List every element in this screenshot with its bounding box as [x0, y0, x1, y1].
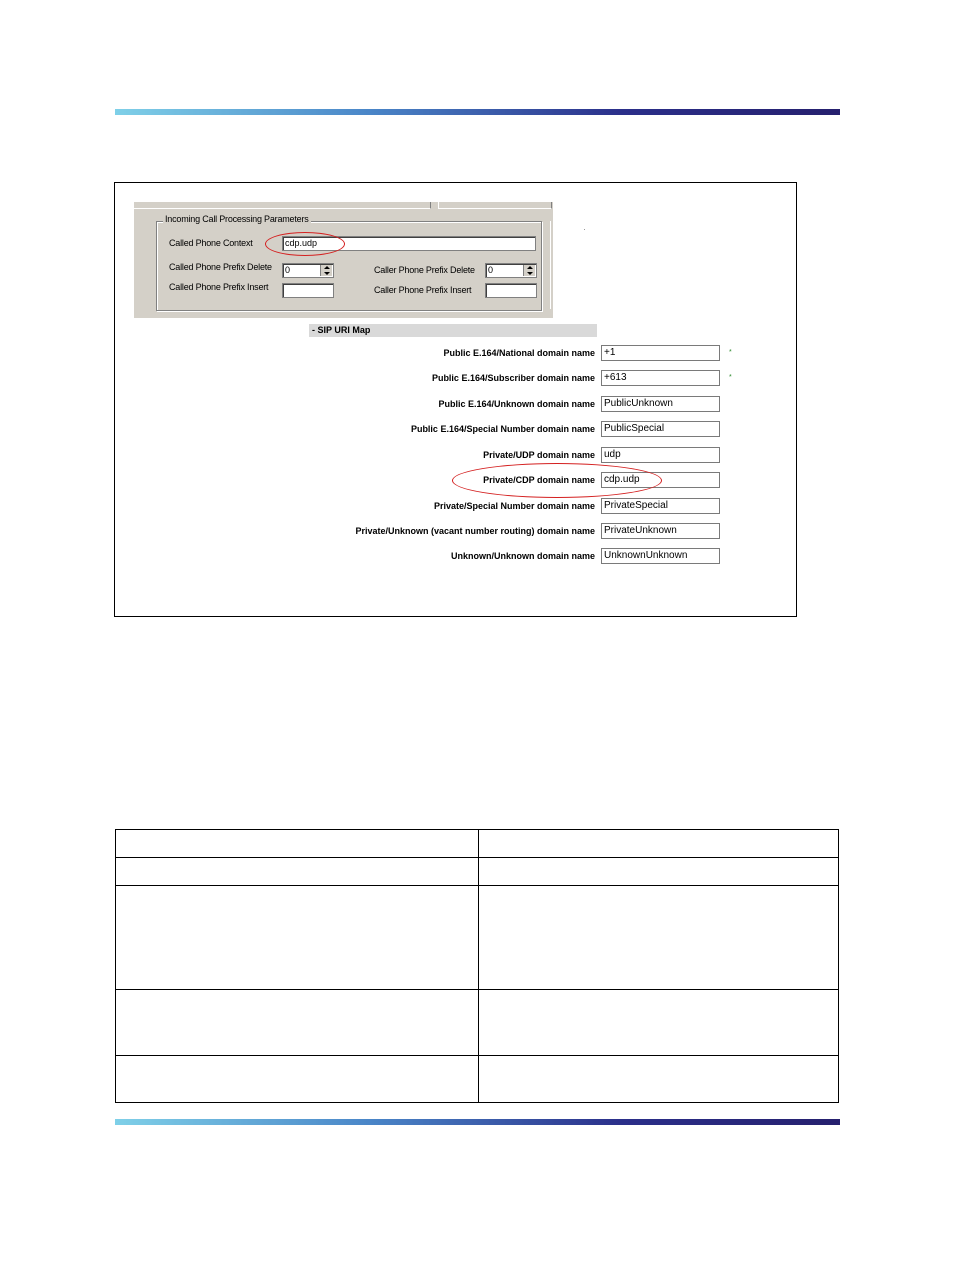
row-label-private-udp: Private/UDP domain name — [483, 450, 595, 460]
table-row — [116, 858, 839, 886]
row-label-public-national: Public E.164/National domain name — [443, 348, 595, 358]
row-label-public-special: Public E.164/Special Number domain name — [410, 424, 595, 434]
called-phone-context-label: Called Phone Context — [169, 238, 253, 248]
groupbox-title: Incoming Call Processing Parameters — [165, 214, 309, 224]
tab-stub-left — [134, 202, 431, 209]
table-cell — [116, 1056, 479, 1103]
row-label-private-special: Private/Special Number domain name — [433, 501, 595, 511]
table-row — [116, 886, 839, 990]
called-prefix-insert-label: Called Phone Prefix Insert — [169, 282, 269, 292]
table-cell — [479, 830, 839, 858]
caller-prefix-insert-label: Caller Phone Prefix Insert — [374, 285, 472, 295]
called-prefix-delete-spinner[interactable] — [282, 263, 334, 278]
sip-uri-map-header[interactable]: - SIP URI Map — [309, 324, 597, 337]
table-cell — [116, 858, 479, 886]
called-prefix-insert-input[interactable] — [282, 283, 334, 298]
panel-edge — [550, 221, 554, 309]
public-subscriber-input[interactable]: +613 — [601, 370, 720, 386]
table-cell — [479, 886, 839, 990]
top-rule — [115, 109, 840, 115]
called-prefix-delete-label: Called Phone Prefix Delete — [169, 262, 272, 272]
called-prefix-delete-value: 0 — [285, 265, 291, 275]
highlight-oval-context — [265, 232, 345, 256]
bottom-rule — [115, 1119, 840, 1125]
incoming-call-dialog — [134, 202, 553, 318]
called-phone-context-input[interactable]: cdp.udp — [282, 236, 536, 251]
private-special-input[interactable]: PrivateSpecial — [601, 498, 720, 514]
spin-arrows-icon[interactable] — [320, 265, 332, 276]
row-label-public-subscriber: Public E.164/Subscriber domain name — [431, 373, 595, 383]
required-marker: * — [729, 374, 732, 381]
caller-prefix-insert-input[interactable] — [485, 283, 537, 298]
public-unknown-input[interactable]: PublicUnknown — [601, 396, 720, 412]
table-cell — [116, 886, 479, 990]
tab-stub-right — [438, 202, 552, 209]
private-cdp-input[interactable]: cdp.udp — [601, 472, 720, 488]
row-label-unknown-unknown: Unknown/Unknown domain name — [450, 551, 595, 561]
private-udp-input[interactable]: udp — [601, 447, 720, 463]
caller-prefix-delete-value: 0 — [488, 265, 494, 275]
highlight-oval-cdp — [452, 463, 662, 498]
row-label-private-cdp: Private/CDP domain name — [483, 475, 595, 485]
stray-dot — [584, 229, 585, 230]
table-cell — [479, 1056, 839, 1103]
incoming-call-groupbox — [156, 214, 542, 311]
parameter-table — [115, 829, 839, 1103]
private-unknown-input[interactable]: PrivateUnknown — [601, 523, 720, 539]
row-label-public-unknown: Public E.164/Unknown domain name — [438, 399, 595, 409]
spin-arrows-icon[interactable] — [523, 265, 535, 276]
table-row — [116, 1056, 839, 1103]
public-national-input[interactable]: +1 — [601, 345, 720, 361]
public-special-input[interactable]: PublicSpecial — [601, 421, 720, 437]
table-cell — [479, 858, 839, 886]
caller-prefix-delete-label: Caller Phone Prefix Delete — [374, 265, 475, 275]
table-row — [116, 990, 839, 1056]
caller-prefix-delete-spinner[interactable] — [485, 263, 537, 278]
table-cell — [116, 990, 479, 1056]
table-cell — [116, 830, 479, 858]
required-marker: * — [729, 349, 732, 356]
row-label-private-unknown: Private/Unknown (vacant number routing) domain name — [355, 526, 595, 536]
unknown-unknown-input[interactable]: UnknownUnknown — [601, 548, 720, 564]
table-cell — [479, 990, 839, 1056]
table-row — [116, 830, 839, 858]
